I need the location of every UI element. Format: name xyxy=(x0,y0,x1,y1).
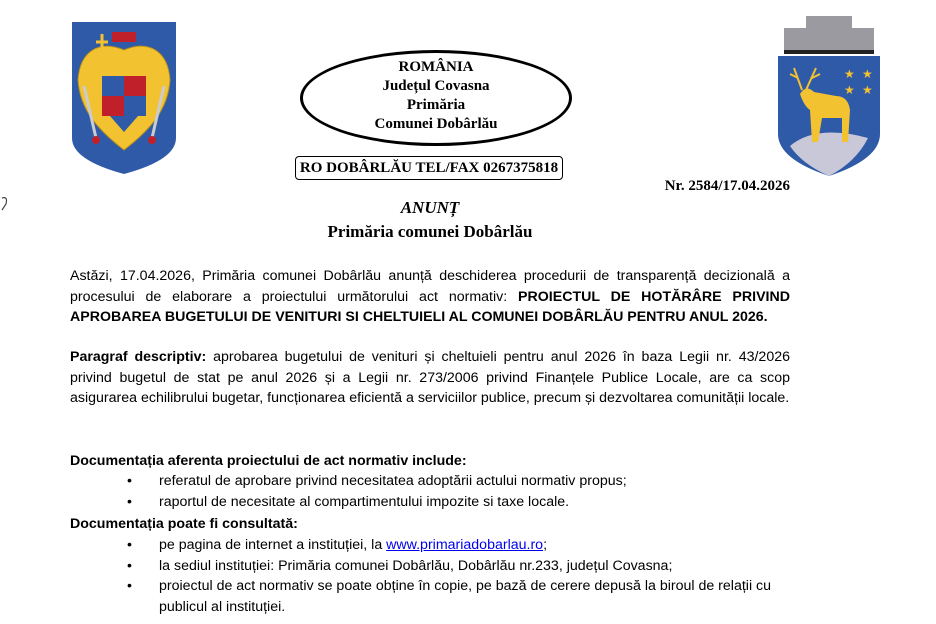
list-item: • proiectul de act normativ se poate obține în copie, pe bază de cerere depusă la biroul de relații cu publicul al instituției. xyxy=(127,578,772,615)
dobarlau-coat-of-arms-icon xyxy=(776,14,882,178)
registration-number: Nr. 2584/17.04.2026 xyxy=(664,178,790,194)
svg-text:★: ★ xyxy=(862,83,873,97)
announcement-subtitle: Primăria comunei Dobârlău xyxy=(327,222,533,241)
documentation-list xyxy=(70,471,790,512)
documentation-heading: Documentația aferenta proiectului de act normativ include: xyxy=(70,453,467,469)
bullet-icon: • xyxy=(127,493,132,510)
svg-text:★: ★ xyxy=(844,67,855,81)
list-item: • referatul de aprobare privind necesitatea adoptării actului normativ propus; xyxy=(70,471,790,492)
svg-text:★: ★ xyxy=(844,83,855,97)
header-county: Județul Covasna xyxy=(382,78,490,94)
header-institution-block xyxy=(300,58,572,134)
bullet-icon: • xyxy=(127,578,132,594)
intro-paragraph xyxy=(70,266,790,328)
list-item: • raportul de necesitate al compartimentului impozite si taxe locale. xyxy=(70,492,790,513)
bullet-icon: • xyxy=(127,473,132,489)
description-label: Paragraf descriptiv: xyxy=(70,349,207,365)
announcement-title: ANUNȚ xyxy=(400,198,460,217)
description-text: aprobarea bugetului de venituri și cheltuieli pentru anul 2026 în baza Legii nr. 43/2026 privind bugetul de stat pe anul 2026 și a Legii nr. 273/2006 privind Finanțele Publice Locale, are ca scop asigurarea echilibrului bugetar, funcționarea eficientă a serviciilor publice, precum și dezvoltarea comunității locale. xyxy=(70,349,790,406)
tel-fax-box: RO DOBÂRLĂU TEL/FAX 0267375818 xyxy=(295,156,563,180)
website-link[interactable]: www.primariadobarlau.ro xyxy=(386,537,544,553)
description-paragraph xyxy=(70,347,790,409)
margin-mark-icon xyxy=(0,194,10,214)
list-item: • pe pagina de internet a instituției, la www.primariadobarlau.ro; xyxy=(70,535,790,556)
list-item: • la sediul instituției: Primăria comunei Dobârlău, Dobârlău nr.233, județul Covasna; xyxy=(70,556,790,577)
consultation-heading: Documentația poate fi consultată: xyxy=(70,516,298,532)
bullet-icon: • xyxy=(127,537,132,553)
bullet-icon: • xyxy=(127,557,132,574)
project-title: PROIECTUL DE HOTĂRÂRE PRIVIND APROBAREA BUGETULUI DE VENITURI SI CHELTUIELI AL COMUNEI DOBÂRLĂU PENTRU ANUL 2026. xyxy=(70,288,790,325)
svg-text:★: ★ xyxy=(862,67,873,81)
header-commune: Comunei Dobârlău xyxy=(374,116,498,132)
romania-coat-of-arms-icon xyxy=(70,20,178,176)
intro-text: Astăzi, 17.04.2026, Primăria comunei Dobârlău anunță deschiderea procedurii de transparență decizională a procesului de elaborare a proiectului următorului act normativ: xyxy=(70,268,790,305)
header-country: ROMÂNIA xyxy=(398,59,474,75)
consultation-list xyxy=(70,535,790,617)
header-townhall: Primăria xyxy=(406,97,466,113)
